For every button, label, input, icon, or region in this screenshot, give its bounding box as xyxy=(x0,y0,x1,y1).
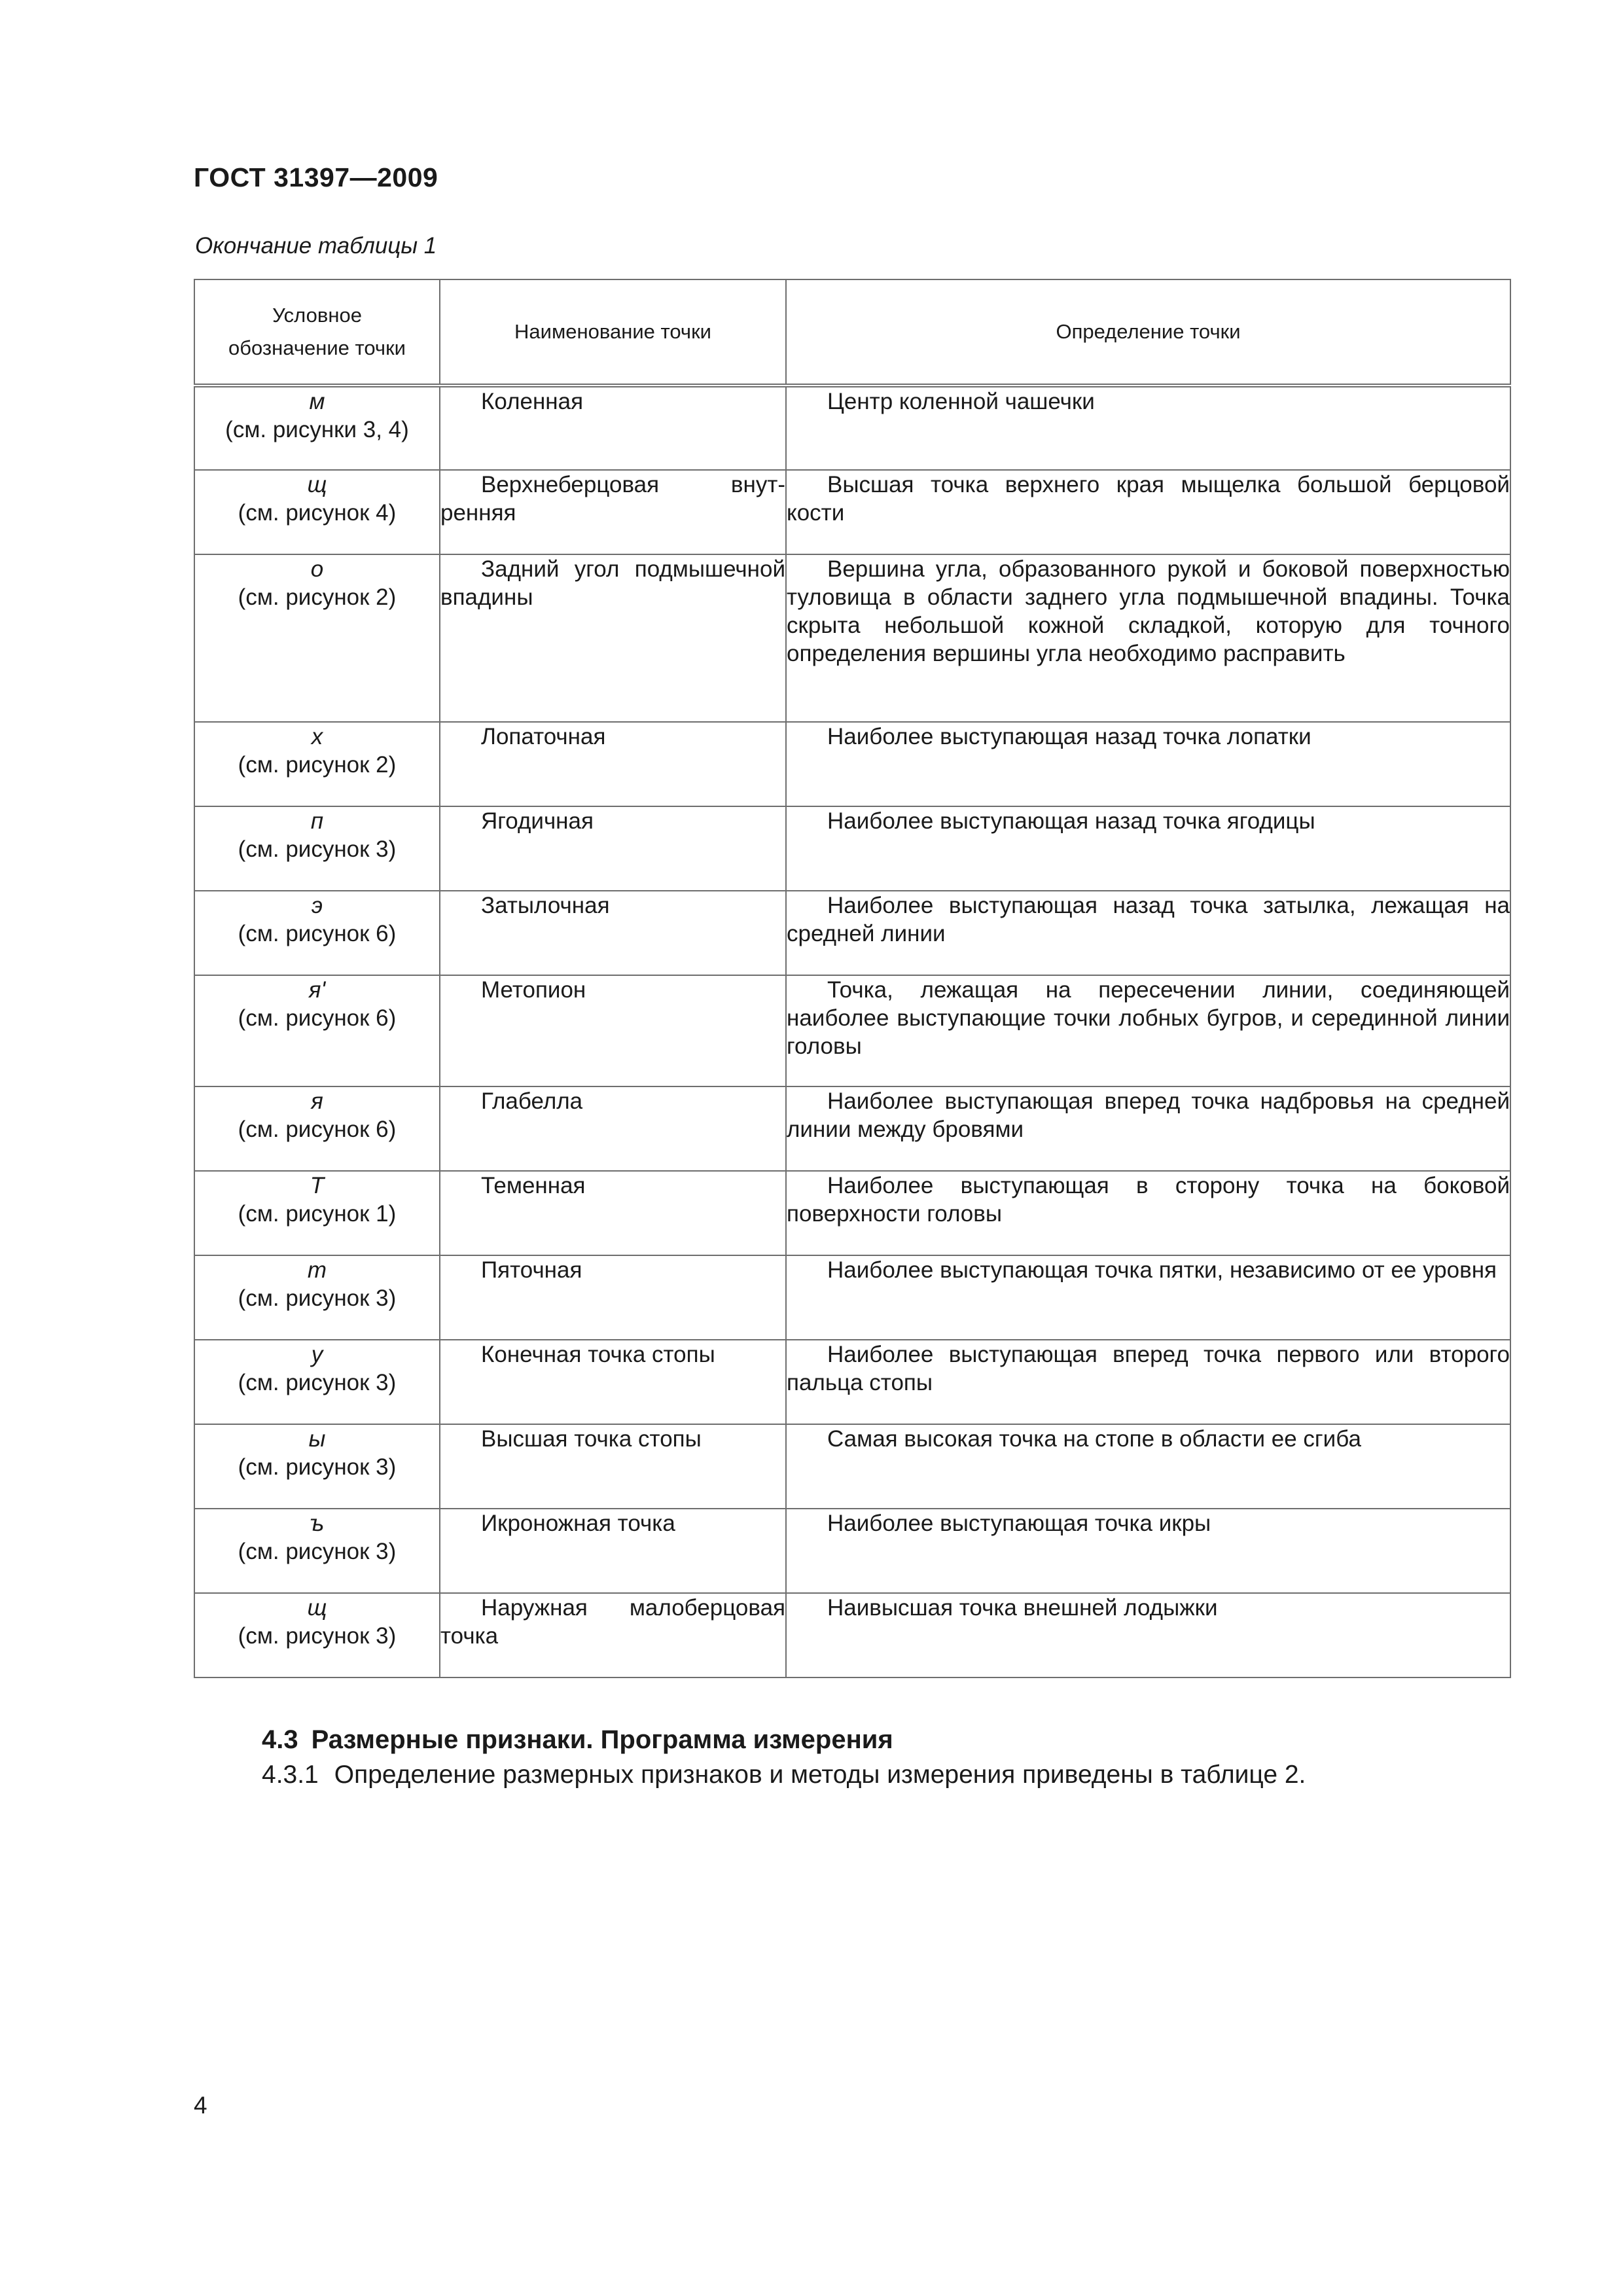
point-symbol: т xyxy=(307,1257,327,1283)
figure-reference: (см. рисунок 2) xyxy=(238,584,397,610)
point-symbol: о xyxy=(310,556,324,582)
point-symbol-cell xyxy=(194,386,440,470)
paragraph-number: 4.3.1 xyxy=(262,1761,319,1789)
point-symbol: п xyxy=(310,808,324,834)
points-table xyxy=(194,279,1511,1678)
point-definition: Наиболее выступающая точка икры xyxy=(786,1509,1510,1593)
figure-reference: (см. рисунок 3) xyxy=(238,1539,397,1564)
point-symbol-cell xyxy=(194,1086,440,1171)
point-definition: Наивысшая точка внешней лодыжки xyxy=(786,1593,1510,1677)
point-name: Наружная малоберцовая точка xyxy=(440,1593,786,1677)
point-definition: Наиболее выступающая назад точка ягодицы xyxy=(786,806,1510,891)
point-symbol-cell xyxy=(194,1424,440,1509)
point-symbol-cell xyxy=(194,1509,440,1593)
section-paragraph xyxy=(262,1761,1306,1789)
figure-reference: (см. рисунки 3, 4) xyxy=(225,417,409,442)
point-symbol: м xyxy=(309,389,325,414)
section-heading xyxy=(262,1725,893,1755)
table-row xyxy=(194,975,1510,1086)
point-symbol-cell xyxy=(194,891,440,975)
table-row xyxy=(194,1509,1510,1593)
point-definition: Наиболее выступающая назад точка затылка, лежащая на средней линии xyxy=(786,891,1510,975)
point-symbol: э xyxy=(311,893,323,918)
point-symbol-cell xyxy=(194,1255,440,1340)
point-symbol: щ xyxy=(307,472,327,497)
point-symbol-cell xyxy=(194,1171,440,1255)
point-definition: Точка, лежащая на пересечении линии, соединяющей наиболее выступающие точки лобных бугров, и серединной линии головы xyxy=(786,975,1510,1086)
paragraph-text: Определение размерных признаков и методы измерения приведены в таблице 2. xyxy=(334,1761,1306,1789)
table-row xyxy=(194,1593,1510,1677)
point-symbol: ы xyxy=(308,1426,326,1452)
point-definition: Наиболее выступающая вперед точка первого или второго пальца стопы xyxy=(786,1340,1510,1424)
figure-reference: (см. рисунок 3) xyxy=(238,836,397,862)
table-row xyxy=(194,470,1510,554)
point-symbol: у xyxy=(311,1342,323,1367)
point-symbol: х xyxy=(311,724,323,749)
point-symbol: я xyxy=(311,1088,323,1114)
point-name: Задний угол подмышечной впадины xyxy=(440,554,786,722)
point-name: Пяточная xyxy=(440,1255,786,1340)
table-row xyxy=(194,806,1510,891)
figure-reference: (см. рисунок 6) xyxy=(238,1117,397,1142)
table-row xyxy=(194,891,1510,975)
point-symbol: Т xyxy=(310,1173,325,1198)
point-symbol-cell xyxy=(194,554,440,722)
point-name: Икроножная точка xyxy=(440,1509,786,1593)
figure-reference: (см. рисунок 3) xyxy=(238,1454,397,1480)
point-definition: Наиболее выступающая в сторону точка на боковой поверхности головы xyxy=(786,1171,1510,1255)
point-name: Затылочная xyxy=(440,891,786,975)
figure-reference: (см. рисунок 4) xyxy=(238,500,397,526)
figure-reference: (см. рисунок 3) xyxy=(238,1623,397,1649)
point-symbol-cell xyxy=(194,722,440,806)
point-definition: Наиболее выступающая назад точка лопатки xyxy=(786,722,1510,806)
point-definition: Наиболее выступающая вперед точка надбровья на средней линии между бровями xyxy=(786,1086,1510,1171)
point-symbol: я' xyxy=(308,977,326,1003)
point-name: Лопаточная xyxy=(440,722,786,806)
point-symbol: ъ xyxy=(310,1511,325,1536)
point-name: Теменная xyxy=(440,1171,786,1255)
table-caption: Окончание таблицы 1 xyxy=(195,233,437,259)
column-header-symbol xyxy=(194,279,440,386)
table-row xyxy=(194,1171,1510,1255)
figure-reference: (см. рисунок 6) xyxy=(238,1005,397,1031)
point-name: Верхнеберцовая внутренняя xyxy=(440,470,786,554)
point-definition: Наиболее выступающая точка пятки, независимо от ее уровня xyxy=(786,1255,1510,1340)
table-header-row xyxy=(194,279,1510,386)
point-symbol-cell xyxy=(194,1340,440,1424)
point-name: Коленная xyxy=(440,386,786,470)
table-row xyxy=(194,1340,1510,1424)
point-name: Глабелла xyxy=(440,1086,786,1171)
column-header-name: Наименование точки xyxy=(440,279,786,386)
figure-reference: (см. рисунок 6) xyxy=(238,921,397,946)
column-header-symbol-line2: обозначение точки xyxy=(228,336,406,359)
point-definition: Самая высокая точка на стопе в области ее сгиба xyxy=(786,1424,1510,1509)
point-definition: Вершина угла, образованного рукой и боковой поверхностью туловища в области заднего угла подмышечной впадины. Точка скрыта небольшой кожной складкой, которую для точного определения вершины угла необходимо расправить xyxy=(786,554,1510,722)
section-title: Размерные признаки. Программа измерения xyxy=(311,1725,893,1754)
column-header-definition: Определение точки xyxy=(786,279,1510,386)
document-code: ГОСТ 31397—2009 xyxy=(194,162,438,192)
figure-reference: (см. рисунок 1) xyxy=(238,1201,397,1227)
table-row xyxy=(194,386,1510,470)
figure-reference: (см. рисунок 2) xyxy=(238,752,397,778)
point-symbol-cell xyxy=(194,975,440,1086)
point-name: Высшая точка стопы xyxy=(440,1424,786,1509)
point-name: Конечная точка стопы xyxy=(440,1340,786,1424)
column-header-symbol-line1: Условное xyxy=(272,304,362,327)
point-name: Метопион xyxy=(440,975,786,1086)
page-number: 4 xyxy=(194,2092,207,2119)
table-row xyxy=(194,1255,1510,1340)
point-symbol-cell xyxy=(194,1593,440,1677)
point-definition: Высшая точка верхнего края мыщелка большой берцовой кости xyxy=(786,470,1510,554)
point-definition: Центр коленной чашечки xyxy=(786,386,1510,470)
figure-reference: (см. рисунок 3) xyxy=(238,1285,397,1311)
table-row xyxy=(194,722,1510,806)
section-number: 4.3 xyxy=(262,1725,298,1754)
table-row xyxy=(194,1086,1510,1171)
figure-reference: (см. рисунок 3) xyxy=(238,1370,397,1395)
table-row xyxy=(194,554,1510,722)
point-name: Ягодичная xyxy=(440,806,786,891)
point-symbol: щ xyxy=(307,1595,327,1621)
point-symbol-cell xyxy=(194,806,440,891)
point-symbol-cell xyxy=(194,470,440,554)
table-row xyxy=(194,1424,1510,1509)
